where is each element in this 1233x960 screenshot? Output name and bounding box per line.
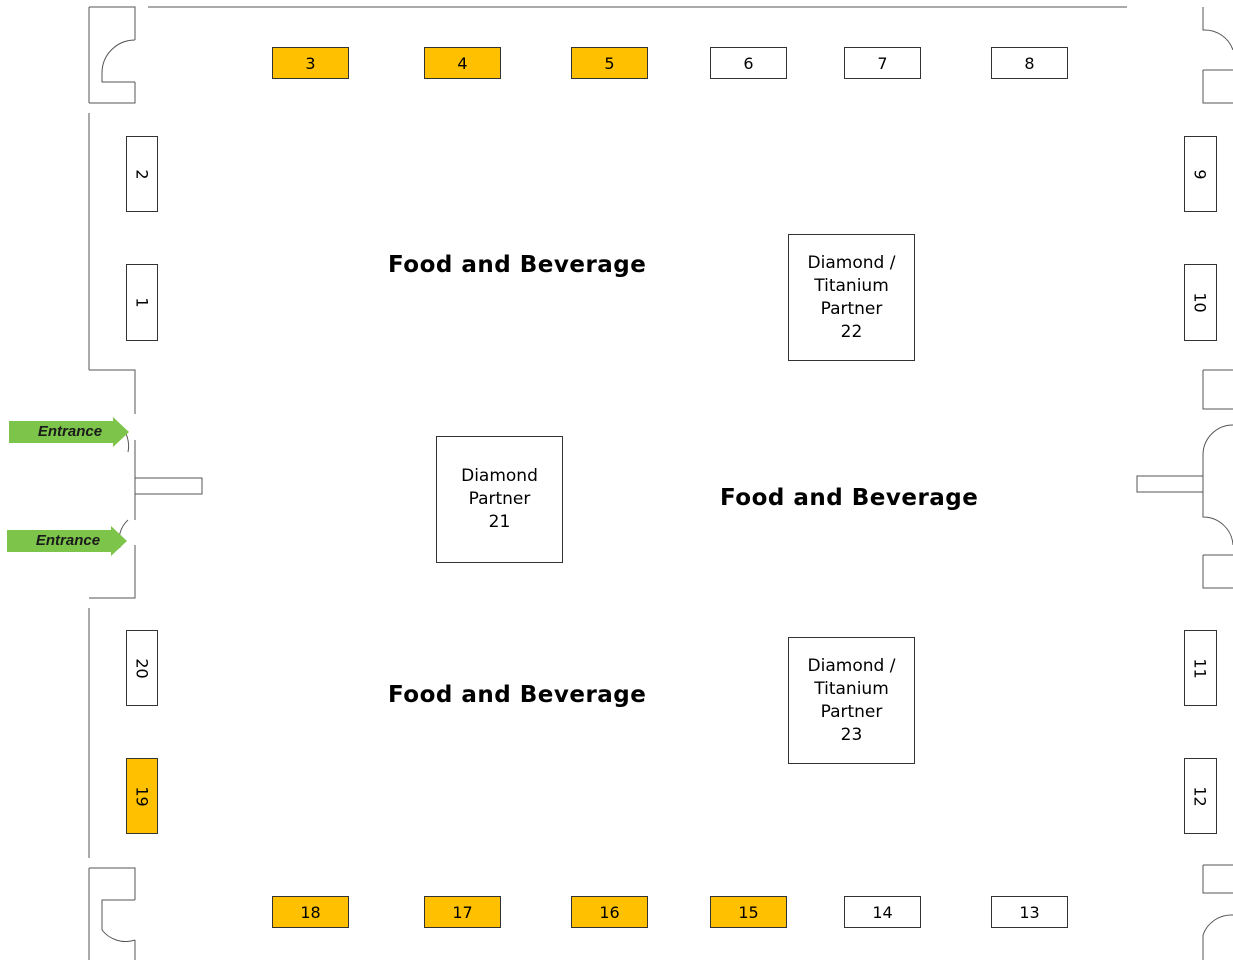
booth-number: 2 xyxy=(132,168,152,180)
booth-7[interactable] xyxy=(844,47,921,79)
partner-label-line: Titanium xyxy=(814,275,889,296)
booth-3[interactable] xyxy=(272,47,349,79)
booth-number: 13 xyxy=(1019,902,1040,922)
partner-booth-number: 21 xyxy=(488,512,511,532)
partner-label-line: Diamond xyxy=(461,466,538,486)
booth-number: 3 xyxy=(305,53,316,73)
booth-number: 9 xyxy=(1191,168,1210,180)
booth-number: 10 xyxy=(1190,292,1210,313)
booth-number: 15 xyxy=(738,902,759,922)
booth-number: 17 xyxy=(452,902,473,922)
entrance-arrow xyxy=(9,417,131,447)
booth-number: 1 xyxy=(132,297,152,308)
booth-20[interactable] xyxy=(126,630,158,706)
booth-number: 11 xyxy=(1190,657,1210,679)
booth-number: 14 xyxy=(872,902,893,922)
booth-13[interactable] xyxy=(991,896,1068,928)
booth-15[interactable] xyxy=(710,896,787,928)
partner-booth-23[interactable] xyxy=(788,637,915,764)
entrance-label: Entrance xyxy=(35,532,101,549)
booth-number: 19 xyxy=(132,785,152,807)
partner-booth-22[interactable] xyxy=(788,234,915,361)
partner-label-line: Diamond / xyxy=(807,655,896,676)
booth-5[interactable] xyxy=(571,47,648,79)
booth-9[interactable] xyxy=(1184,136,1217,212)
booth-12[interactable] xyxy=(1184,758,1217,834)
booth-number: 12 xyxy=(1190,785,1210,807)
booth-18[interactable] xyxy=(272,896,349,928)
booth-4[interactable] xyxy=(424,47,501,79)
booth-6[interactable] xyxy=(710,47,787,79)
booth-11[interactable] xyxy=(1184,630,1217,706)
partner-label-line: Diamond / xyxy=(807,252,896,273)
partner-booth-21[interactable] xyxy=(436,436,563,563)
zone-label-food-beverage: Food and Beverage xyxy=(388,252,647,278)
booth-number: 7 xyxy=(877,53,888,73)
entrance-label: Entrance xyxy=(37,423,103,440)
partner-label-line: Partner xyxy=(820,298,883,319)
booth-number: 18 xyxy=(300,902,321,922)
booth-14[interactable] xyxy=(844,896,921,928)
booth-10[interactable] xyxy=(1184,264,1217,341)
partner-label-line: Partner xyxy=(820,701,883,722)
booth-number: 20 xyxy=(132,657,152,679)
zone-label-food-beverage: Food and Beverage xyxy=(720,485,979,511)
partner-label-line: Partner xyxy=(468,489,531,509)
booth-number: 4 xyxy=(457,53,468,73)
booth-number: 6 xyxy=(743,53,754,73)
entrance-arrow xyxy=(7,526,129,556)
booth-8[interactable] xyxy=(991,47,1068,79)
booth-2[interactable] xyxy=(126,136,158,212)
booth-number: 8 xyxy=(1024,53,1035,73)
partner-booth-number: 23 xyxy=(840,724,863,745)
booth-1[interactable] xyxy=(126,264,158,341)
booth-17[interactable] xyxy=(424,896,501,928)
zone-label-food-beverage: Food and Beverage xyxy=(388,682,647,708)
booth-number: 16 xyxy=(599,902,620,922)
booth-number: 5 xyxy=(604,53,615,73)
partner-label-line: Titanium xyxy=(814,678,889,699)
partner-booth-number: 22 xyxy=(840,321,863,342)
booth-19[interactable] xyxy=(126,758,158,834)
booth-16[interactable] xyxy=(571,896,648,928)
